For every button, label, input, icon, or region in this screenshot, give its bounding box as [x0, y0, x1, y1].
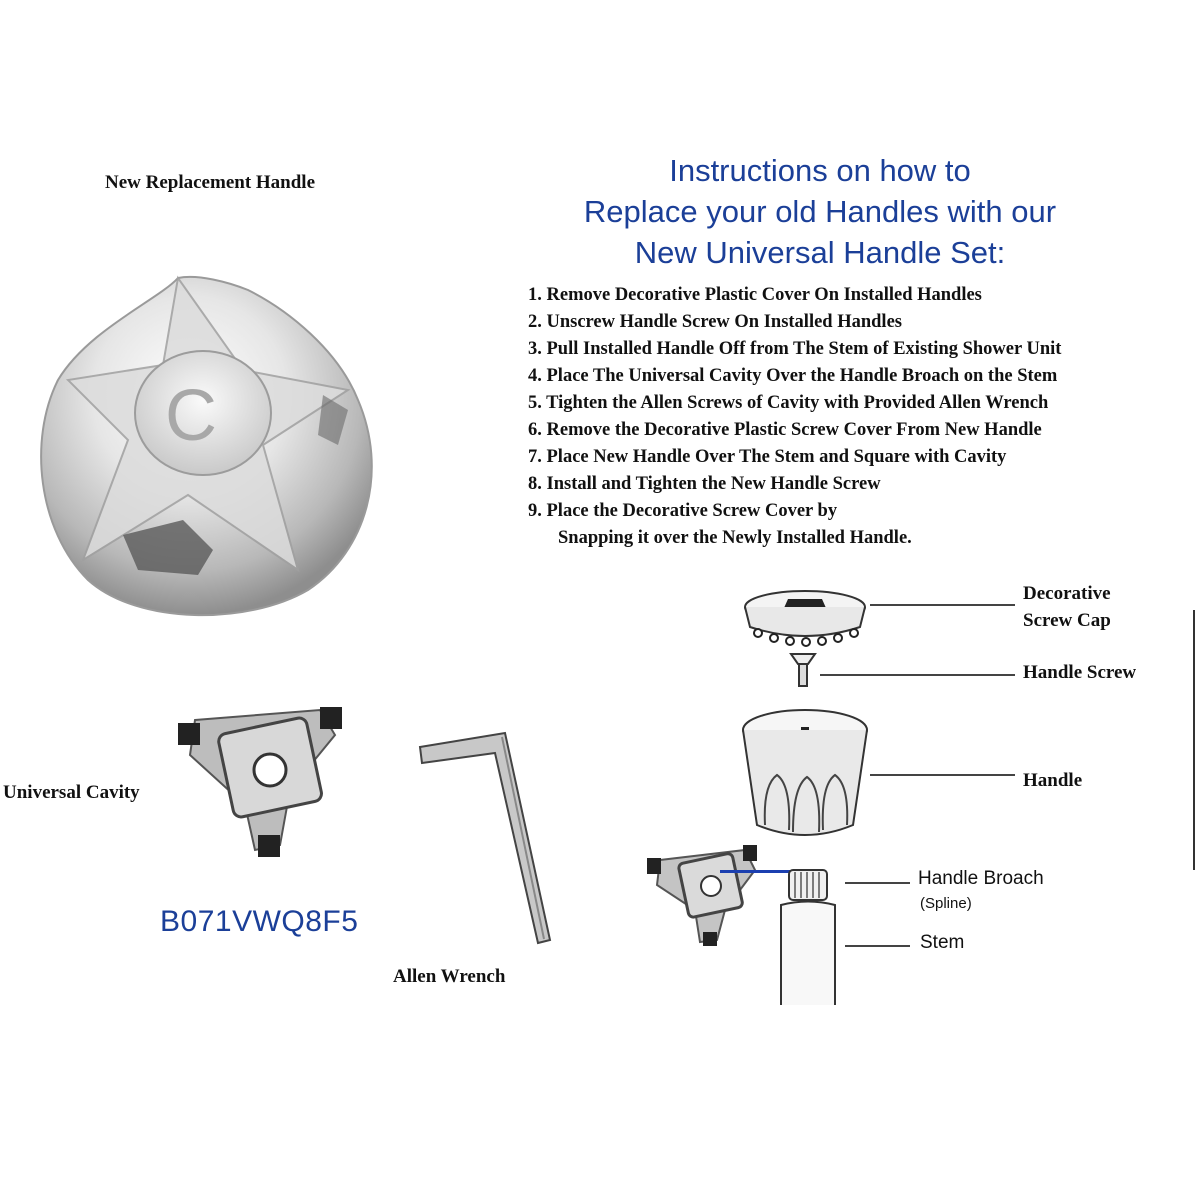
screw-cap-image: [740, 585, 870, 650]
universal-cavity-image: [170, 695, 360, 865]
handle-letter-c: C: [165, 376, 217, 456]
stem-image: [775, 860, 845, 1010]
instruction-step: 9. Place the Decorative Screw Cover by: [528, 501, 838, 521]
instructions-title: [520, 150, 1120, 273]
allen-wrench-label: Allen Wrench: [393, 966, 506, 987]
instruction-step: 3. Pull Installed Handle Off from The Stem of Existing Shower Unit: [528, 339, 1062, 359]
stem-label: Stem: [920, 932, 965, 953]
screw-cap-label: [1023, 580, 1111, 634]
edge-line: [1193, 610, 1195, 870]
instruction-step: 8. Install and Tighten the New Handle Screw: [528, 474, 881, 494]
instruction-step: 2. Unscrew Handle Screw On Installed Handles: [528, 312, 902, 332]
handle-screw-image: [788, 650, 818, 690]
screw-cap-label-line-2: Screw Cap: [1023, 610, 1111, 631]
replacement-handle-title: New Replacement Handle: [105, 172, 316, 193]
replacement-handle-image: [28, 270, 388, 630]
instruction-step: 6. Remove the Decorative Plastic Screw Cover From New Handle: [528, 420, 1042, 440]
handle-broach-label: Handle Broach: [918, 868, 1044, 889]
handle-label: Handle: [1023, 770, 1083, 791]
product-code: B071VWQ8F5: [160, 905, 359, 938]
spline-label: (Spline): [920, 895, 972, 912]
instruction-step: 4. Place The Universal Cavity Over the Handle Broach on the Stem: [528, 366, 1058, 386]
instruction-step-continuation: Snapping it over the Newly Installed Handle.: [558, 528, 912, 548]
screw-cap-label-line-1: Decorative: [1023, 583, 1111, 604]
instruction-step: 5. Tighten the Allen Screws of Cavity with Provided Allen Wrench: [528, 393, 1049, 413]
diagram-cavity-image: [645, 840, 765, 950]
allen-wrench-image: [410, 725, 560, 950]
instruction-step: 7. Place New Handle Over The Stem and Square with Cavity: [528, 447, 1007, 467]
instruction-step: 1. Remove Decorative Plastic Cover On Installed Handles: [528, 285, 982, 305]
instruction-steps: [528, 282, 1061, 552]
instructions-title-line-3: New Universal Handle Set:: [634, 235, 1006, 270]
instructions-title-line-1: Instructions on how to: [669, 153, 971, 188]
handle-cup-image: [735, 705, 875, 845]
handle-screw-label: Handle Screw: [1023, 662, 1137, 683]
instructions-title-line-2: Replace your old Handles with our: [583, 194, 1057, 229]
universal-cavity-label: Universal Cavity: [3, 782, 140, 803]
